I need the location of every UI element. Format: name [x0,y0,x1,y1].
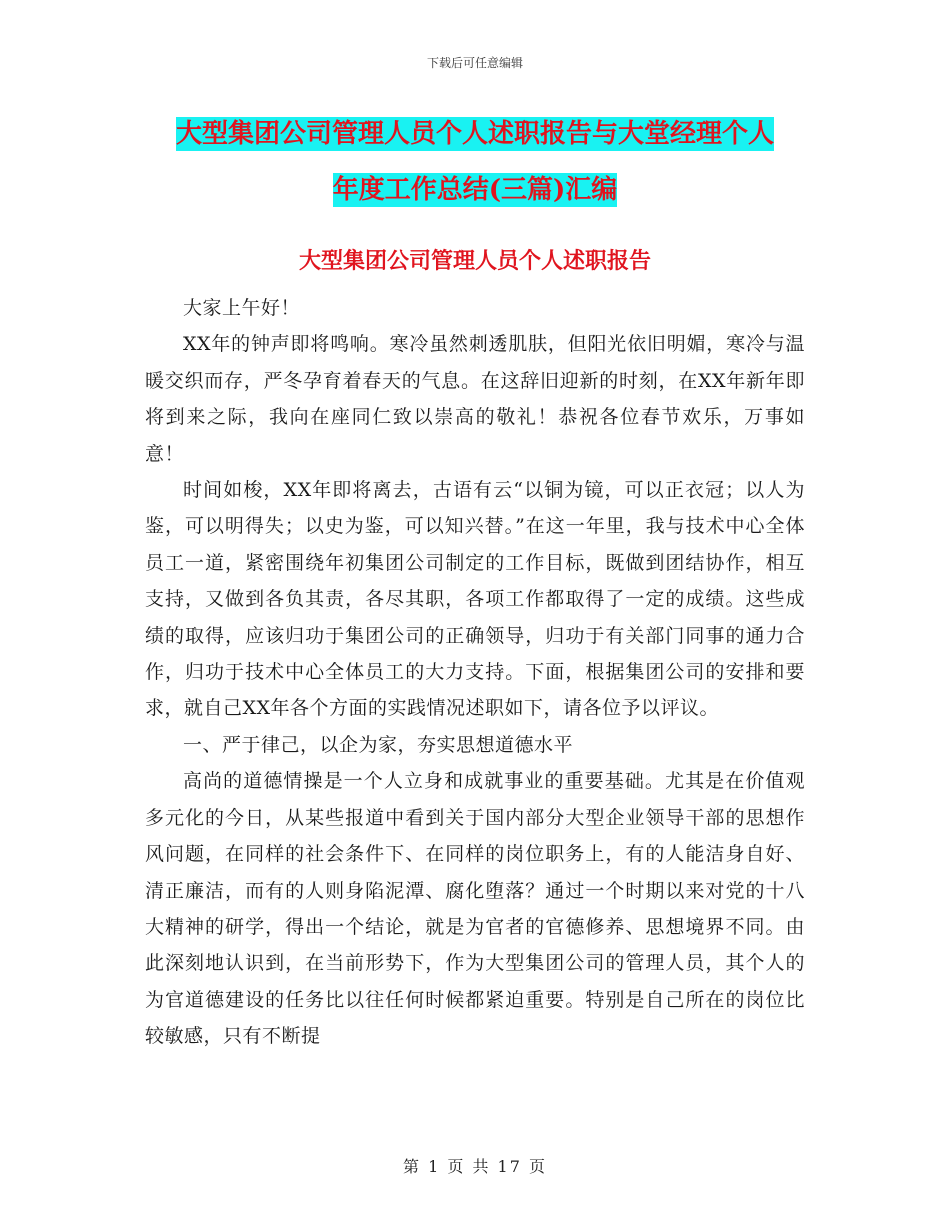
paragraph-ethics: 高尚的道德情操是一个人立身和成就事业的重要基础。尤其是在价值观多元化的今日，从某些报道中看到关于国内部分大型企业领导干部的思想作风问题，在同样的社会条件下、在同样的岗位职务上，有的人能洁身自好、清正廉洁，而有的人则身陷泥潭、腐化堕落？通过一个时期以来对党的十八大精神的研学，得出一个结论，就是为官者的官德修养、思想境界不同。由此深刻地认识到，在当前形势下，作为大型集团公司的管理人员，其个人的为官道德建设的任务比以往任何时候都紧迫重要。特别是自己所在的岗位比较敏感，只有不断提 [145,770,805,1048]
page-number-footer: 第 1 页 共 17 页 [403,1157,547,1176]
paragraph-review: 时间如梭，XX年即将离去，古语有云“以铜为镜，可以正衣冠；以人为鉴，可以明得失；以史为鉴，可以知兴替。”在这一年里，我与技术中心全体员工一道，紧密围绕年初集团公司制定的工作目标，既做到团结协作，相互支持，又做到各负其责，各尽其职，各项工作都取得了一定的成绩。这些成绩的取得，应该归功于集团公司的正确领导，归功于有关部门同事的通力合作，归功于技术中心全体员工的大力支持。下面，根据集团公司的安排和要求，就自己XX年各个方面的实践情况述职如下，请各位予以评议。 [145,479,805,720]
document-title [0,106,950,218]
paragraph-greeting: 大家上午好！ [183,297,301,319]
paragraph-subheading-1: 一、严于律己，以企为家，夯实思想道德水平 [183,733,574,756]
paragraph-new-year: XX年的钟声即将鸣响。寒冷虽然刺透肌肤，但阳光依旧明媚，寒冷与温暖交织而存，严冬孕育着春天的气息。在这辞旧迎新的时刻，在XX年新年即将到来之际，我向在座同仁致以崇高的敬礼！恭祝各位春节欢乐，万事如意！ [145,333,805,465]
document-title-line-2: 年度工作总结(三篇)汇编 [332,175,618,205]
document-body [145,290,805,1055]
page-header-note: 下载后可任意编辑 [426,56,523,70]
document-title-line-1: 大型集团公司管理人员个人述职报告与大堂经理个人 [175,119,774,149]
section-heading: 大型集团公司管理人员个人述职报告 [298,248,651,274]
